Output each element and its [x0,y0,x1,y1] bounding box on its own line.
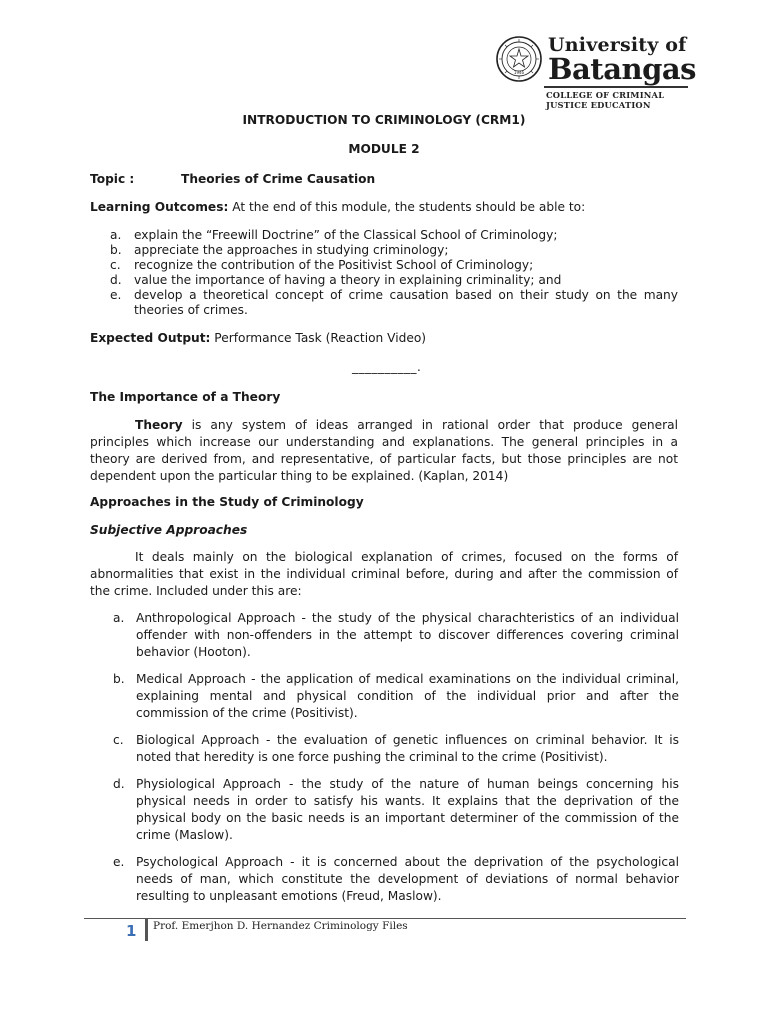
list-item-letter: e. [110,288,122,302]
expected-output-label: Expected Output: [90,331,211,345]
list-item-text: Anthropological Approach - the study of the physical charachteristics of an individual offender with non-offenders in the attempt to discover differences covering criminal behavior (Hooton). [136,611,679,659]
list-item-text: value the importance of having a theory in explaining criminality; and [134,273,562,287]
list-item-text: Biological Approach - the evaluation of genetic influences on criminal behavior. It is noted that heredity is one force pushing the criminal to the crime (Positivist). [136,733,679,764]
university-name-line2: Batangas [548,52,696,86]
paragraph [90,417,678,485]
topic-label: Topic : [90,172,135,186]
list-item-text: explain the “Freewill Doctrine” of the Classical School of Criminology; [134,228,558,242]
theory-term: Theory [135,418,183,432]
subsection-heading: Subjective Approaches [90,523,248,537]
section-heading: The Importance of a Theory [90,390,281,404]
module-title: MODULE 2 [348,142,420,156]
learning-outcomes-label: Learning Outcomes: [90,200,229,214]
list-item-letter: d. [113,777,125,791]
list-item-letter: c. [110,258,121,272]
university-seal-icon [496,36,542,82]
list-item-letter: a. [110,228,122,242]
expected-output-value: Performance Task (Reaction Video) [210,331,427,345]
expected-output-line [90,330,426,347]
theory-definition: is any system of ideas arranged in rational order that produce general principles which increase our understanding and explanations. The general principles in a theory are derived from, and representative, of particular facts, but those principles are not dependent upon the particular thing to be explained. (Kaplan, 2014) [90,418,678,483]
list-item-text: recognize the contribution of the Positivist School of Criminology; [134,258,534,272]
course-title: INTRODUCTION TO CRIMINOLOGY (CRM1) [242,113,526,127]
college-name-line2: JUSTICE EDUCATION [546,100,651,110]
college-name-line1: COLLEGE OF CRIMINAL [546,90,665,100]
section-divider: __________. [352,360,422,374]
list-item-letter: d. [110,273,122,287]
footer-text: Prof. Emerjhon D. Hernandez Criminology Files [153,920,408,932]
learning-outcomes-intro: At the end of this module, the students should be able to: [228,200,586,214]
list-item-text: Medical Approach - the application of medical examinations on the individual criminal, explaining mental and physical condition of the individual prior and after the commission of the crime (Positivist). [136,672,679,720]
footer-separator [145,919,148,941]
section-heading: Approaches in the Study of Criminology [90,495,364,509]
learning-outcomes-line [90,199,585,216]
college-divider [544,86,688,88]
university-logo [496,34,696,114]
list-item-letter: e. [113,855,125,869]
list-item-text: Psychological Approach - it is concerned about the deprivation of the psychological needs of man, which constitute the development of deviations of normal behavior resulting to unpleasant emotions (Freud, Maslow). [136,855,679,903]
list-item-letter: c. [113,733,124,747]
list-item-letter: a. [113,611,125,625]
list-item-letter: b. [110,243,122,257]
list-item-letter: b. [113,672,125,686]
list-item-text: develop a theoretical concept of crime causation based on their study on the many theories of crimes. [134,288,678,317]
list-item-text: appreciate the approaches in studying criminology; [134,243,449,257]
topic-value: Theories of Crime Causation [181,172,376,186]
paragraph: It deals mainly on the biological explanation of crimes, focused on the forms of abnormalities that exist in the individual criminal before, during and after the commission of the crime. Included under this are: [90,550,678,598]
list-item-text: Physiological Approach - the study of the nature of human beings concerning his physical needs in order to satisfy his wants. It explains that the deprivation of the physical body on the basic needs is an important determiner of the commission of the crime (Maslow). [136,777,679,842]
seal-year: 1946 [513,70,525,75]
page-number: 1 [126,922,137,940]
footer-divider [84,918,686,919]
university-name-line1: University of [548,34,687,56]
